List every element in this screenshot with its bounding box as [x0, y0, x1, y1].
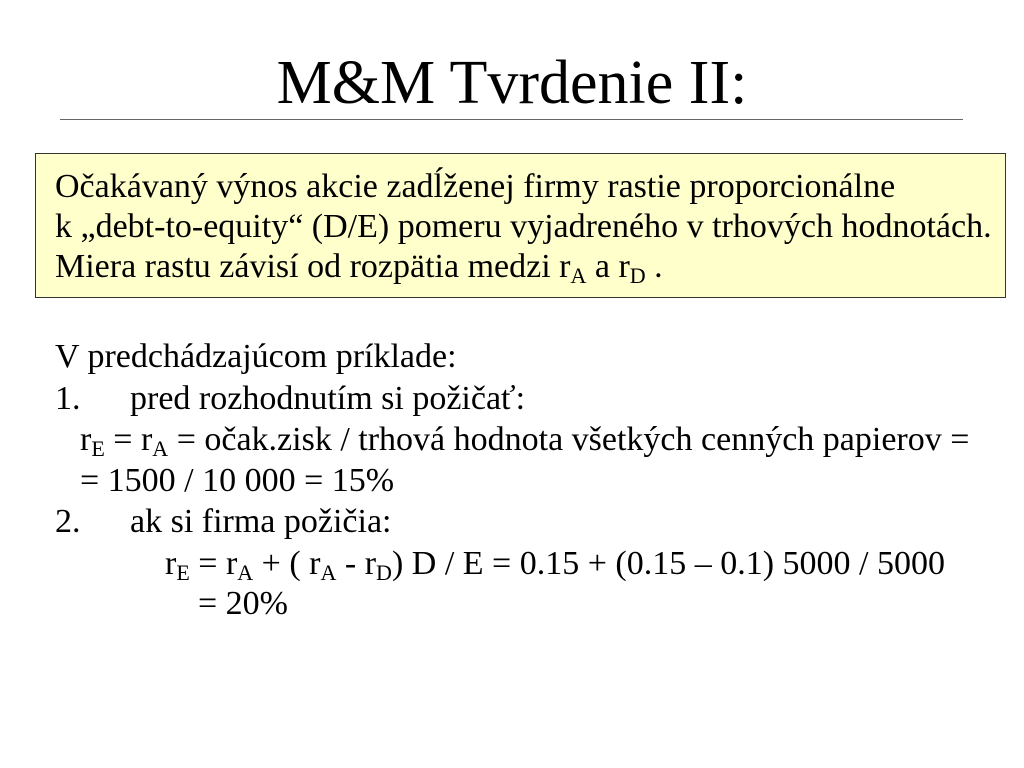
definition-text: Miera rastu závisí od rozpätia medzi r — [55, 248, 571, 285]
subscript-a: A — [320, 560, 337, 585]
list-item-text: ak si firma požičia: — [130, 503, 392, 540]
subscript-e: E — [91, 436, 105, 461]
definition-text: . — [645, 248, 663, 285]
formula-text: + ( r — [253, 545, 321, 582]
subscript-a: A — [237, 560, 254, 585]
formula-unlevered — [80, 420, 969, 460]
definition-line-3 — [55, 247, 1005, 287]
definition-line-1: Očakávaný výnos akcie zadĺženej firmy rastie proporcionálne — [55, 168, 896, 205]
formula-levered — [165, 544, 945, 584]
list-number: 2. — [55, 503, 81, 540]
slide-title: M&M Tvrdenie II: — [276, 49, 748, 117]
list-item-2 — [55, 502, 392, 542]
formula-text: = očak.zisk / trhová hodnota všetkých cenných papierov = — [168, 421, 970, 458]
formula-levered-result: = 20% — [198, 585, 288, 622]
formula-text: = r — [189, 545, 238, 582]
definition-text: a r — [586, 248, 630, 285]
subscript-a: A — [570, 263, 587, 288]
formula-text: r — [165, 545, 177, 582]
subscript-d: D — [376, 560, 392, 585]
formula-text: - r — [336, 545, 377, 582]
formula-unlevered-result: = 1500 / 10 000 = 15% — [80, 462, 395, 499]
formula-text: r — [140, 421, 153, 458]
subscript-d: D — [629, 263, 646, 288]
definition-line-2: k „debt-to-equity“ (D/E) pomeru vyjadreného v trhových hodnotách. — [55, 208, 992, 245]
title-divider — [60, 119, 963, 120]
list-item-text: pred rozhodnutím si požičať: — [130, 380, 526, 417]
definition-box — [35, 153, 1006, 298]
formula-text: = — [104, 421, 141, 458]
formula-text: ) D / E = 0.15 + (0.15 – 0.1) 5000 / 5000 — [391, 545, 945, 582]
list-number: 1. — [55, 380, 81, 417]
formula-text: r — [80, 421, 92, 458]
subscript-a: A — [152, 436, 169, 461]
list-item-1 — [55, 379, 525, 419]
subscript-e: E — [176, 560, 190, 585]
example-intro: V predchádzajúcom príklade: — [55, 338, 457, 375]
